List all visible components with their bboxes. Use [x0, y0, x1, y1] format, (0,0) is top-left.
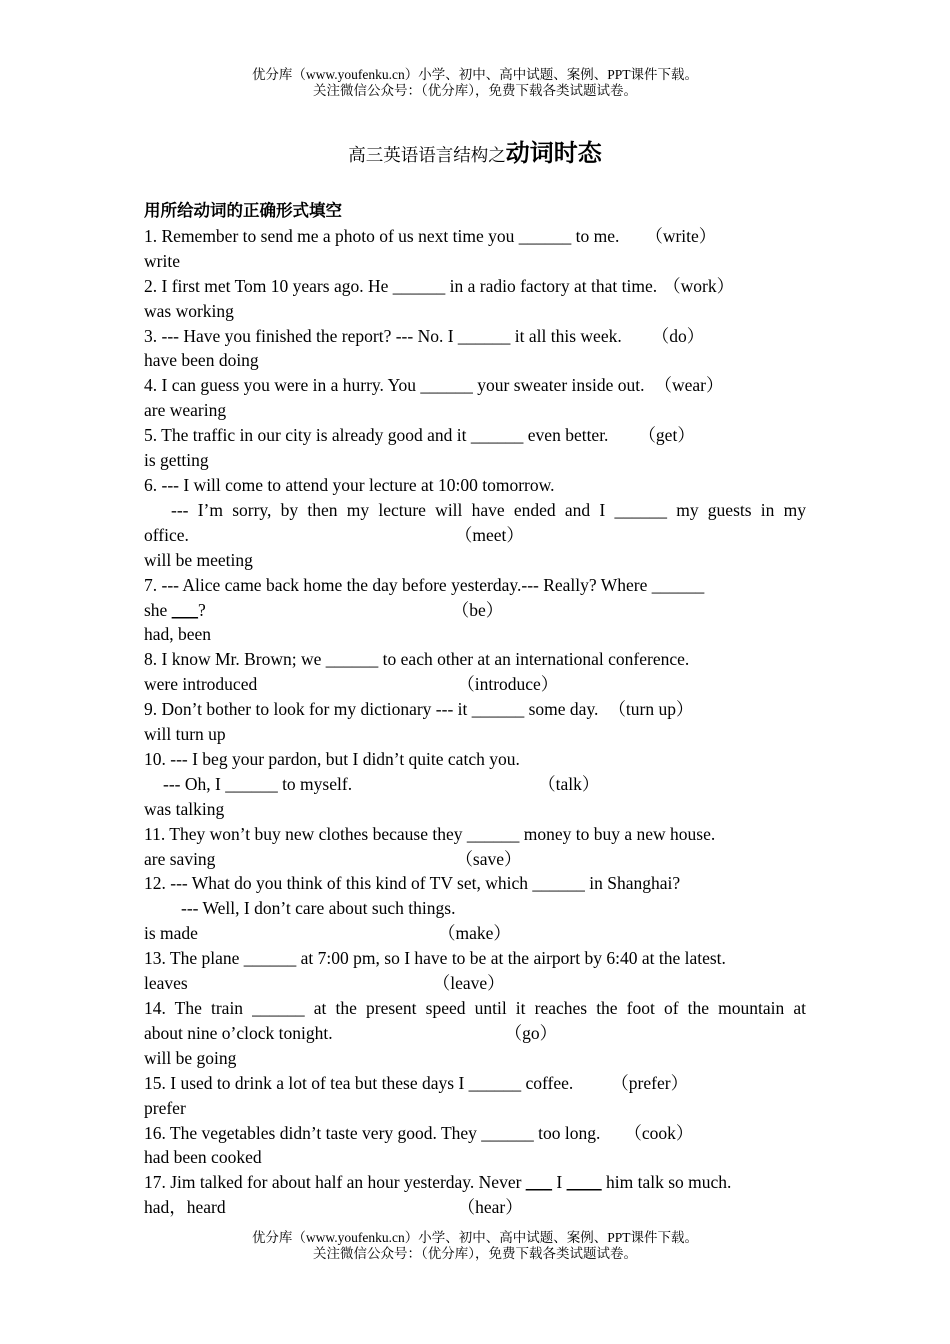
answer-11-row	[144, 847, 806, 872]
question-6-line-2: --- I’m sorry, by then my lecture will have ended and I ______ my guests in my	[171, 499, 806, 520]
hint: （do）	[651, 325, 705, 346]
answer-12: is made	[144, 923, 198, 944]
page-title	[0, 133, 950, 168]
instruction: 用所给动词的正确形式填空	[144, 201, 342, 220]
hint: （wear）	[654, 375, 724, 396]
answer-12-row	[144, 921, 806, 946]
question-17: 17. Jim talked for about half an hour yesterday. Never ___ I ____ him talk so much.	[144, 1172, 732, 1193]
answer-17: had，heard	[144, 1197, 226, 1218]
question-9: 9. Don’t bother to look for my dictionary --- it ______ some day. （turn up）	[144, 699, 694, 720]
question-8: 8. I know Mr. Brown; we ______ to each other at an international conference.	[144, 649, 690, 670]
answer-5: is getting	[144, 450, 209, 471]
question-12-line-2: --- Well, I don’t care about such things.	[181, 898, 456, 919]
exercise-body	[144, 199, 806, 1220]
question-7-line-2: she ___? （be）	[144, 599, 504, 620]
hint: （talk）	[538, 773, 600, 794]
answer-10: was talking	[144, 798, 225, 819]
blank: ____	[566, 1172, 602, 1193]
question-11: 11. They won’t buy new clothes because they ______ money to buy a new house.	[144, 823, 716, 844]
page-footer	[0, 1230, 950, 1262]
hint: （cook）	[624, 1122, 694, 1143]
answer-17-row	[144, 1195, 806, 1220]
header-line-1: 优分库（www.youfenku.cn）小学、初中、高中试题、案例、PPT课件下载。	[251, 67, 699, 82]
question-3: 3. --- Have you finished the report? --- No. I ______ it all this week. （do）	[144, 325, 705, 346]
question-10-line-2: --- Oh, I ______ to myself. （talk）	[163, 773, 600, 794]
question-14: 14. The train ______ at the present speed until it reaches the foot of the mountain at	[144, 998, 806, 1018]
answer-14: will be going	[144, 1047, 237, 1068]
hint: （make）	[437, 923, 511, 944]
hint: （get）	[638, 425, 695, 446]
answer-15: prefer	[144, 1097, 186, 1118]
answer-8: were introduced	[144, 674, 258, 695]
question-1: 1. Remember to send me a photo of us next time you ______ to me. （write）	[144, 225, 717, 246]
hint: （hear）	[457, 1197, 523, 1218]
question-5: 5. The traffic in our city is already good and it ______ even better. （get）	[144, 425, 695, 446]
question-15: 15. I used to drink a lot of tea but these days I ______ coffee. （prefer）	[144, 1072, 689, 1093]
footer-line-2: 关注微信公众号：（优分库），免费下载各类试题试卷。	[313, 1246, 637, 1261]
answer-9: will turn up	[144, 724, 226, 745]
hint: （write）	[645, 225, 717, 246]
answer-13-row	[144, 971, 806, 996]
answer-13: leaves	[144, 973, 188, 994]
blank: ___	[171, 599, 198, 620]
question-7: 7. --- Alice came back home the day before yesterday.--- Really? Where ______	[144, 574, 705, 595]
answer-2: was working	[144, 300, 234, 321]
hint: （work）	[663, 275, 735, 296]
answer-6: will be meeting	[144, 549, 253, 570]
hint: （be）	[451, 599, 504, 620]
answer-7: had, been	[144, 624, 212, 645]
question-14-line-2: about nine o’clock tonight. （go）	[144, 1022, 558, 1043]
hint: （meet）	[454, 524, 524, 545]
question-13: 13. The plane ______ at 7:00 pm, so I have to be at the airport by 6:40 at the latest.	[144, 948, 726, 969]
question-6: 6. --- I will come to attend your lecture at 10:00 tomorrow.	[144, 474, 555, 495]
hint: （introduce）	[457, 674, 559, 695]
title-main: 动词时态	[505, 141, 602, 167]
answer-16: had been cooked	[144, 1147, 262, 1168]
blank: ___	[525, 1172, 553, 1193]
hint: （turn up）	[608, 699, 694, 720]
hint: （save）	[455, 848, 522, 869]
question-6-line-3: office. （meet）	[144, 524, 524, 545]
footer-line-1: 优分库（www.youfenku.cn）小学、初中、高中试题、案例、PPT课件下载。	[251, 1230, 699, 1245]
question-12: 12. --- What do you think of this kind of TV set, which ______ in Shanghai?	[144, 873, 681, 894]
answer-11: are saving	[144, 848, 216, 869]
answer-1: write	[144, 250, 180, 271]
page-header	[0, 67, 950, 99]
hint: （go）	[504, 1022, 558, 1043]
header-line-2: 关注微信公众号：（优分库），免费下载各类试题试卷。	[313, 83, 637, 98]
question-16: 16. The vegetables didn’t taste very good. They ______ too long. （cook）	[144, 1122, 694, 1143]
hint: （leave）	[432, 973, 505, 994]
question-4: 4. I can guess you were in a hurry. You ______ your sweater inside out. （wear）	[144, 375, 724, 396]
answer-4: are wearing	[144, 400, 227, 421]
question-10: 10. --- I beg your pardon, but I didn’t quite catch you.	[144, 748, 520, 769]
hint: （prefer）	[611, 1072, 689, 1093]
answer-3: have been doing	[144, 350, 259, 371]
question-2: 2. I first met Tom 10 years ago. He ______ in a radio factory at that time. （work）	[144, 275, 735, 296]
answer-8-row	[144, 672, 806, 697]
title-prefix: 高三英语语言结构之	[348, 145, 506, 165]
